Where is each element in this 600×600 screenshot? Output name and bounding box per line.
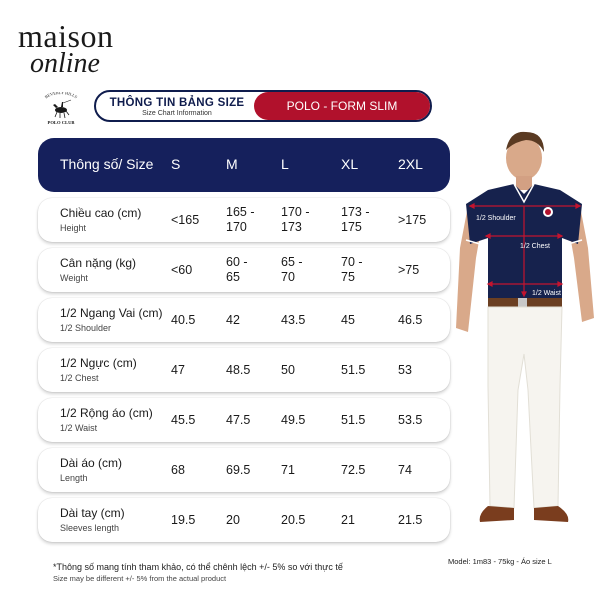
cell-2xl: >75 bbox=[398, 262, 420, 277]
cell-s: 40.5 bbox=[171, 312, 196, 327]
cell-l: 71 bbox=[281, 462, 295, 477]
club-logo-top-text: BEVERLY HILLS bbox=[43, 92, 79, 100]
club-logo-bottom-text: POLO CLUB bbox=[47, 120, 75, 125]
table-row-length bbox=[38, 448, 450, 492]
cell-m: 69.5 bbox=[226, 462, 251, 477]
size-table bbox=[38, 138, 450, 542]
cell-m: 60 - 65 bbox=[226, 255, 248, 284]
row-label: 1/2 Ngực (cm) 1/2 Chest bbox=[60, 356, 137, 383]
brand-line-1: maison bbox=[18, 18, 114, 54]
cell-m: 165 - 170 bbox=[226, 205, 255, 234]
waist-measure-label: 1/2 Waist bbox=[532, 290, 561, 297]
cell-xl: 72.5 bbox=[341, 462, 366, 477]
header-size-l: L bbox=[281, 156, 289, 172]
brand-logo bbox=[18, 18, 114, 79]
size-chart-subtitle: Size Chart Information bbox=[142, 110, 212, 117]
cell-l: 170 - 173 bbox=[281, 205, 310, 234]
row-label: Dài áo (cm) Length bbox=[60, 456, 123, 483]
header-size-s: S bbox=[171, 156, 181, 172]
size-chart-header bbox=[94, 90, 432, 122]
header-size-xl: XL bbox=[341, 156, 359, 172]
cell-l: 43.5 bbox=[281, 312, 306, 327]
cell-2xl: 46.5 bbox=[398, 312, 423, 327]
chest-measure-label: 1/2 Chest bbox=[520, 243, 550, 250]
disclaimer-note bbox=[53, 562, 343, 583]
row-label: Dài tay (cm) Sleeves length bbox=[60, 506, 125, 533]
cell-2xl: >175 bbox=[398, 212, 427, 227]
polo-club-logo bbox=[36, 92, 86, 126]
cell-2xl: 21.5 bbox=[398, 512, 423, 527]
cell-s: 19.5 bbox=[171, 512, 196, 527]
cell-l: 50 bbox=[281, 362, 295, 377]
header-size-m: M bbox=[226, 156, 238, 172]
cell-m: 48.5 bbox=[226, 362, 251, 377]
svg-text:BEVERLY HILLS bbox=[44, 92, 79, 100]
cell-s: 45.5 bbox=[171, 412, 196, 427]
row-label: 1/2 Ngang Vai (cm) 1/2 Shoulder bbox=[60, 306, 163, 333]
cell-s: 47 bbox=[171, 362, 185, 377]
cell-m: 20 bbox=[226, 512, 240, 527]
cell-xl: 21 bbox=[341, 512, 355, 527]
row-label: Chiều cao (cm) Height bbox=[60, 206, 142, 233]
table-row-weight bbox=[38, 248, 450, 292]
model-figure bbox=[452, 128, 597, 553]
cell-xl: 51.5 bbox=[341, 362, 366, 377]
table-row-shoulder bbox=[38, 298, 450, 342]
cell-2xl: 74 bbox=[398, 462, 412, 477]
cell-2xl: 53.5 bbox=[398, 412, 423, 427]
size-table-header bbox=[38, 138, 450, 192]
size-chart-title-block bbox=[96, 92, 258, 120]
cell-l: 20.5 bbox=[281, 512, 306, 527]
disclaimer-vi: *Thông số mang tính tham khảo, có thể chênh lệch +/- 5% so với thực tế bbox=[53, 562, 343, 572]
cell-2xl: 53 bbox=[398, 362, 412, 377]
size-chart-title: THÔNG TIN BẢNG SIZE bbox=[109, 97, 245, 109]
cell-m: 47.5 bbox=[226, 412, 251, 427]
cell-m: 42 bbox=[226, 312, 240, 327]
model-caption: Model: 1m83 - 75kg - Áo size L bbox=[448, 557, 552, 566]
cell-s: <60 bbox=[171, 262, 193, 277]
cell-s: <165 bbox=[171, 212, 200, 227]
disclaimer-en: Size may be different +/- 5% from the actual product bbox=[53, 574, 227, 583]
cell-xl: 173 - 175 bbox=[341, 205, 370, 234]
table-row-sleeve bbox=[38, 498, 450, 542]
cell-xl: 70 - 75 bbox=[341, 255, 363, 284]
table-row-height bbox=[38, 198, 450, 242]
cell-xl: 51.5 bbox=[341, 412, 366, 427]
product-type-label: POLO - FORM SLIM bbox=[254, 92, 430, 120]
table-row-chest bbox=[38, 348, 450, 392]
cell-xl: 45 bbox=[341, 312, 355, 327]
header-param: Thông số/ Size bbox=[60, 156, 154, 172]
cell-l: 49.5 bbox=[281, 412, 306, 427]
shoulder-measure-label: 1/2 Shoulder bbox=[476, 215, 516, 222]
brand-line-2: online bbox=[30, 48, 100, 79]
cell-s: 68 bbox=[171, 462, 185, 477]
table-row-waist bbox=[38, 398, 450, 442]
row-label: Cân nặng (kg) Weight bbox=[60, 256, 137, 283]
row-label: 1/2 Rộng áo (cm) 1/2 Waist bbox=[60, 406, 153, 433]
header-size-2xl: 2XL bbox=[398, 156, 423, 172]
cell-l: 65 - 70 bbox=[281, 255, 303, 284]
